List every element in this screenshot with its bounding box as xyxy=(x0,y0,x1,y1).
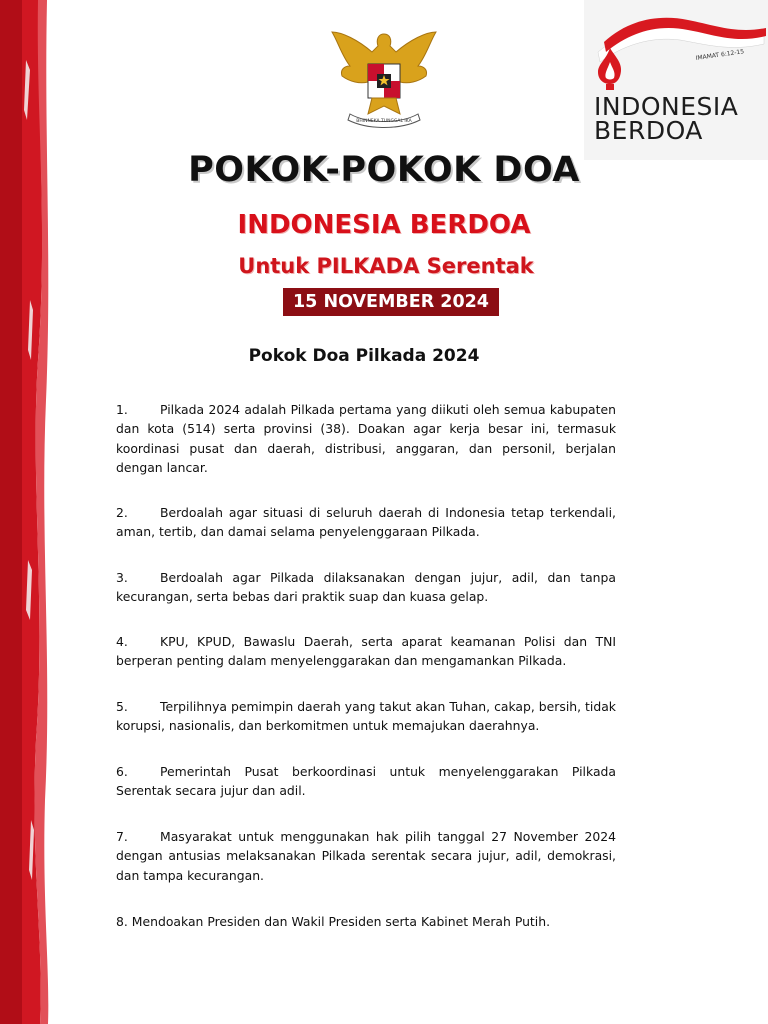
document-subtitle: INDONESIA BERDOA xyxy=(237,210,531,240)
item-number: 3. xyxy=(116,570,128,585)
item-number: 4. xyxy=(116,634,128,649)
list-item xyxy=(116,762,616,801)
list-item xyxy=(116,568,616,607)
document-title: POKOK-POKOK DOA xyxy=(188,150,580,190)
item-text: KPU, KPUD, Bawaslu Daerah, serta aparat keamanan Polisi dan TNI berperan penting dalam menyelenggarakan dan mengamankan Pilkada. xyxy=(116,634,616,669)
date-badge: 15 NOVEMBER 2024 xyxy=(283,288,499,316)
item-text: Masyarakat untuk menggunakan hak pilih tanggal 27 November 2024 dengan antusias melaksanakan Pilkada serentak secara jujur, adil, demokrasi, dan tampa kecurangan. xyxy=(116,829,616,883)
item-number: 1. xyxy=(116,402,128,417)
logo-line-2: BERDOA xyxy=(594,116,703,145)
torch-flame-icon xyxy=(592,46,628,92)
logo-line-1: INDONESIA xyxy=(594,92,739,121)
item-number: 8. xyxy=(116,914,128,929)
item-text: Berdoalah agar situasi di seluruh daerah di Indonesia tetap terkendali, aman, tertib, dan damai selama penyelenggaraan Pilkada. xyxy=(116,505,616,540)
item-number: 5. xyxy=(116,699,128,714)
item-number: 6. xyxy=(116,764,128,779)
section-title: Pokok Doa Pilkada 2024 xyxy=(248,346,480,366)
item-text: Berdoalah agar Pilkada dilaksanakan dengan jujur, adil, dan tanpa kecurangan, serta bebas dari praktik suap dan kuasa gelap. xyxy=(116,570,616,605)
item-number: 2. xyxy=(116,505,128,520)
list-item xyxy=(116,632,616,671)
list-item xyxy=(116,400,616,477)
list-item xyxy=(116,827,616,885)
emblem-banner-text: BHINNEKA TUNGGAL IKA xyxy=(356,119,412,124)
item-number: 7. xyxy=(116,829,128,844)
list-item xyxy=(116,503,616,542)
document-subtitle-secondary: Untuk PILKADA Serentak xyxy=(238,254,534,278)
list-item xyxy=(116,912,616,931)
item-text: Mendoakan Presiden dan Wakil Presiden serta Kabinet Merah Putih. xyxy=(131,914,551,929)
item-text: Pemerintah Pusat berkoordinasi untuk menyelenggarakan Pilkada Serentak secara jujur dan adil. xyxy=(116,764,616,799)
list-item xyxy=(116,697,616,736)
item-text: Terpilihnya pemimpin daerah yang takut akan Tuhan, cakap, bersih, tidak korupsi, nasionalis, dan berkomitmen untuk memajukan daerahnya. xyxy=(116,699,616,734)
logo-small-text: IMAMAT 6:12-15 xyxy=(695,48,745,62)
indonesia-berdoa-logo xyxy=(584,0,768,160)
garuda-emblem-icon xyxy=(328,26,440,130)
item-text: Pilkada 2024 adalah Pilkada pertama yang diikuti oleh semua kabupaten dan kota (514) serta provinsi (38). Doakan agar kerja besar ini, termasuk koordinasi pusat dan daerah, distribusi, anggaran, dan personil, berjalan dengan lancar. xyxy=(116,402,616,475)
